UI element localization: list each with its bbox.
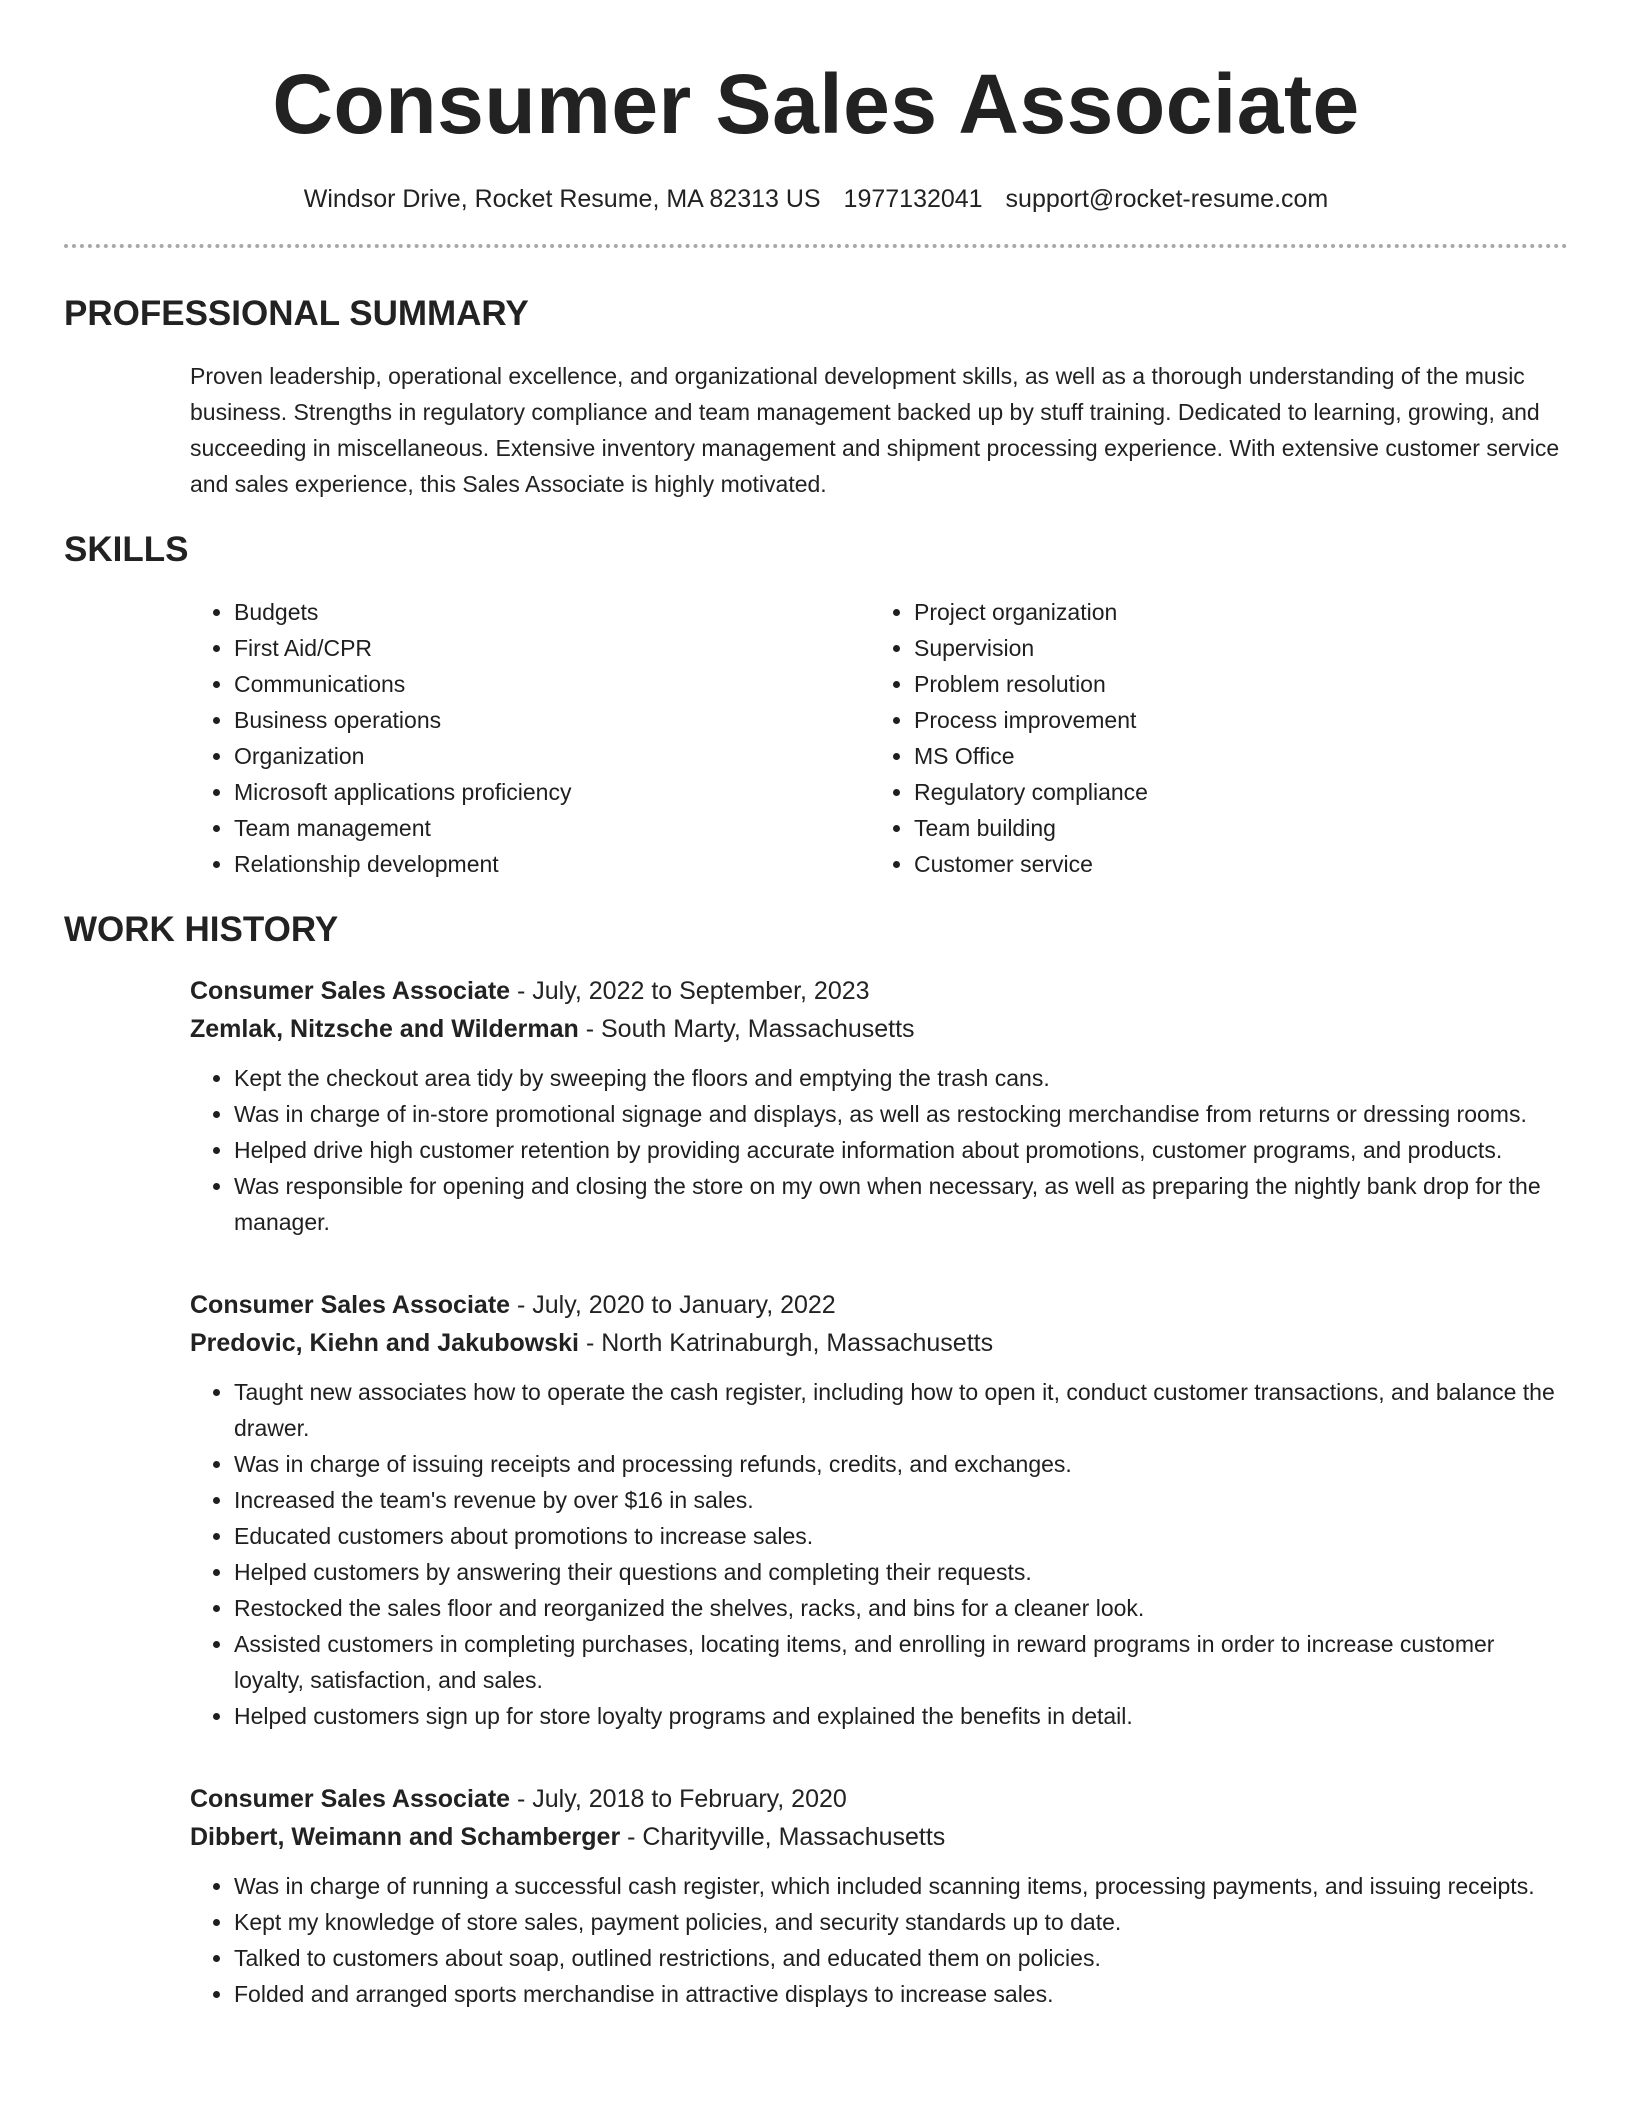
job-bullets [190,1374,1568,1734]
skill-item: • Process improvement [914,702,1514,738]
job-location: - South Marty, Massachusetts [578,1015,915,1043]
job-role: Consumer Sales Associate [190,977,511,1005]
job-company-line [190,1324,1568,1362]
job-company: Zemlak, Nitzsche and Wilderman [190,1015,579,1043]
skill-item: • Team management [234,810,870,846]
job-bullet: • Helped drive high customer retention by providing accurate information about promotions, customer programs, and products. [234,1132,1568,1168]
job-bullet: • Taught new associates how to operate the cash register, including how to open it, conduct customer transactions, and balance the drawer. [234,1374,1568,1446]
job-dates: - July, 2022 to September, 2023 [510,977,870,1005]
job-bullet: • Folded and arranged sports merchandise in attractive displays to increase sales. [234,1976,1568,2012]
summary-heading: PROFESSIONAL SUMMARY [64,294,529,333]
contact-address: Windsor Drive, Rocket Resume, MA 82313 US [303,185,821,213]
work-history-heading: WORK HISTORY [64,910,339,949]
skill-item: • Communications [234,666,870,702]
summary-text: Proven leadership, operational excellence, and organizational development skills, as well as a thorough understanding of the music business. Strengths in regulatory compliance and team management backed up by stuff training. Dedicated to learning, growing, and succeeding in miscellaneous. Extensive inventory management and shipment processing experience. With extensive customer service and sales experience, this Sales Associate is highly motivated. [190,363,1560,497]
job-bullet: • Educated customers about promotions to increase sales. [234,1518,1568,1554]
resume-page [64,0,1568,2012]
skill-item: • Relationship development [234,846,870,882]
job-bullet: • Assisted customers in completing purchases, locating items, and enrolling in reward programs in order to increase customer loyalty, satisfaction, and sales. [234,1626,1568,1698]
header-divider [64,244,1568,248]
skill-item: • Customer service [914,846,1514,882]
job-bullet: • Restocked the sales floor and reorganized the shelves, racks, and bins for a cleaner look. [234,1590,1568,1626]
job-title-line [190,1780,1568,1818]
job-company: Dibbert, Weimann and Schamberger [190,1823,621,1851]
job-bullets [190,1060,1568,1240]
skills-column-right [870,594,1514,882]
job-entry [190,1780,1568,2012]
contact-line [64,182,1568,216]
resume-title: Consumer Sales Associate [272,57,1360,151]
skill-item: • Organization [234,738,870,774]
skill-item: • Supervision [914,630,1514,666]
contact-phone: 1977132041 [843,185,983,213]
job-location: - North Katrinaburgh, Massachusetts [579,1329,994,1357]
job-title-line [190,972,1568,1010]
job-title-line [190,1286,1568,1324]
job-bullet: • Helped customers by answering their questions and completing their requests. [234,1554,1568,1590]
job-bullet: • Was in charge of running a successful cash register, which included scanning items, processing payments, and issuing receipts. [234,1868,1568,1904]
job-role: Consumer Sales Associate [190,1785,511,1813]
job-company: Predovic, Kiehn and Jakubowski [190,1329,580,1357]
job-bullet: • Increased the team's revenue by over $16 in sales. [234,1482,1568,1518]
job-dates: - July, 2020 to January, 2022 [510,1291,836,1319]
job-bullet: • Kept my knowledge of store sales, payment policies, and security standards up to date. [234,1904,1568,1940]
job-bullet: • Was in charge of issuing receipts and processing refunds, credits, and exchanges. [234,1446,1568,1482]
job-bullet: • Was in charge of in-store promotional signage and displays, as well as restocking merchandise from returns or dressing rooms. [234,1096,1568,1132]
skill-item: • First Aid/CPR [234,630,870,666]
job-entry [190,1286,1568,1734]
job-bullet: • Talked to customers about soap, outlined restrictions, and educated them on policies. [234,1940,1568,1976]
skills-list [190,594,1568,882]
skill-item: • MS Office [914,738,1514,774]
skill-item: • Business operations [234,702,870,738]
skill-item: • Microsoft applications proficiency [234,774,870,810]
job-bullet: • Was responsible for opening and closing the store on my own when necessary, as well as preparing the nightly bank drop for the manager. [234,1168,1568,1240]
job-bullet: • Kept the checkout area tidy by sweeping the floors and emptying the trash cans. [234,1060,1568,1096]
skills-column-left [190,594,870,882]
job-entry [190,972,1568,1240]
skills-heading: SKILLS [64,530,189,569]
job-bullet: • Helped customers sign up for store loyalty programs and explained the benefits in detail. [234,1698,1568,1734]
skill-item: • Team building [914,810,1514,846]
job-dates: - July, 2018 to February, 2020 [510,1785,847,1813]
job-bullets [190,1868,1568,2012]
job-role: Consumer Sales Associate [190,1291,511,1319]
skill-item: • Budgets [234,594,870,630]
skill-item: • Project organization [914,594,1514,630]
job-company-line [190,1818,1568,1856]
job-location: - Charityville, Massachusetts [620,1823,946,1851]
skill-item: • Problem resolution [914,666,1514,702]
skill-item: • Regulatory compliance [914,774,1514,810]
job-company-line [190,1010,1568,1048]
contact-email: support@rocket-resume.com [1005,185,1329,213]
